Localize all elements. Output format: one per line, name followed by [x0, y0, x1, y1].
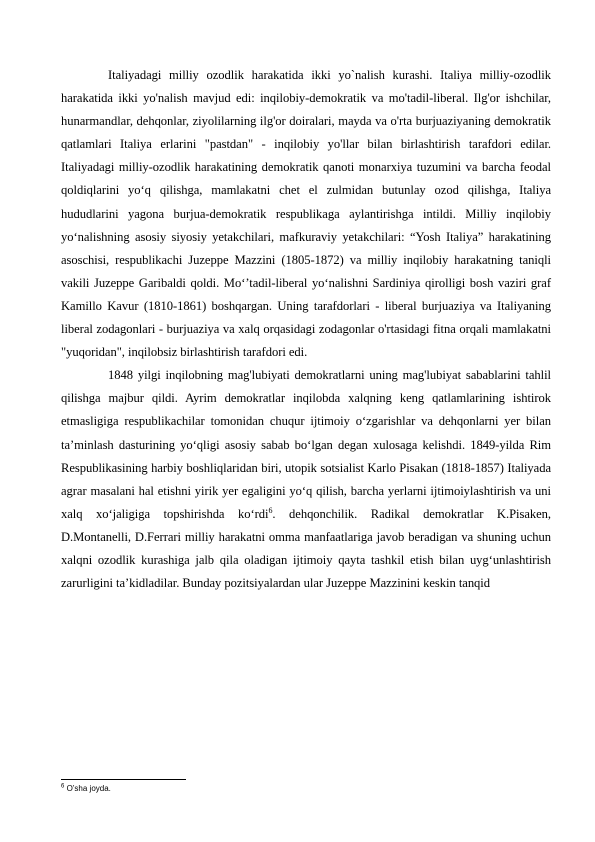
- footnote-reference[interactable]: 6: [268, 505, 273, 515]
- footnote-number: 6: [61, 783, 65, 790]
- paragraph-text-part-2: . dehqonchilik. Radikal demokratlar K.Pisaken, D.Montanelli, D.Ferrari milliy harakatni omma manfaatlariga javob beradigan va shuning uchun xalqni ozodlik kurashiga jalb qila oladigan ijtimoiy qayta tashkil etish bilan uyg‘unlashtirish zarurligini ta’kidladilar. Bunday pozitsiyalardan ular Juzeppe Mazzinini keskin tanqid: [61, 506, 551, 591]
- footnote: [61, 784, 111, 794]
- paragraph-text-part-1: 1848 yilgi inqilobning mag'lubiyati demokratlarni uning mag'lubiyat sabablarini tahlil qilishga majbur qildi. Ayrim demokratlar inqilobda xalqning keng qatlamlarining ishtirok etmasligiga respublikachilar tomonidan chuqur ijtimoiy o‘zgarishlar va dehqonlarni yer bilan ta’minlash dasturining yo‘qligi asosiy sabab bo‘lgan degan xulosaga kelishdi. 1849-yilda Rim Respublikasining harbiy boshliqlaridan biri, utopik sotsialist Karlo Pisakan (1818-1857) Italiyada agrar masalani hal etishni yirik yer egaligini yo‘q qilish, barcha yerlarni ijtimoiylashtirish va uni xalq xo‘jaligiga topshirishda ko‘rdi: [61, 368, 551, 521]
- paragraph-1848-revolution: [61, 364, 551, 595]
- footnote-separator: [61, 779, 186, 780]
- paragraph-italian-movement: Italiyadagi milliy ozodlik harakatida ikki yo`nalish kurashi. Italiya milliy-ozodlik harakatida ikki yo'nalish mavjud edi: inqilobiy-demokratik va mo'tadil-liberal. Ilg'or ishchilar, hunarmandlar, dehqonlar, ziyolilarning ilg'or doiralari, mayda va o'rta burjuaziyaning demokratik qatlamlari Italiya erlarini "pastdan" - inqilobiy yo'llar bilan birlashtirish tarafdori edilar. Italiyadagi milliy-ozodlik harakatining demokratik qanoti monarxiya tuzumini va barcha feodal qoldiqlarini yo‘q qilishga, mamlakatni chet el zulmidan butunlay ozod qilishga, Italiya hududlarini yagona burjua-demokratik respublikaga aylantirishga intildi. Milliy inqilobiy yo‘nalishning asosiy siyosiy yetakchilari, mafkuraviy yetakchilari: “Yosh Italiya” harakatining asoschisi, respublikachi Juzeppe Mazzini (1805-1872) va milliy inqilobiy harakatning taniqli vakili Juzeppe Garibaldi qoldi. Mo‘’tadil-liberal yo‘nalishni Sardiniya qirolligi bosh vaziri graf Kamillo Kavur (1810-1861) boshqargan. Uning tarafdorlari - liberal burjuaziya va Italiyaning liberal zodagonlari - burjuaziya va xalq orqasidagi zodagonlar o'rtasidagi fitna orqali mamlakatni "yuqoridan", inqilobsiz birlashtirish tarafdori edi.: [61, 68, 551, 360]
- document-body: [61, 64, 551, 595]
- footnote-text: O’sha joyda.: [66, 784, 111, 793]
